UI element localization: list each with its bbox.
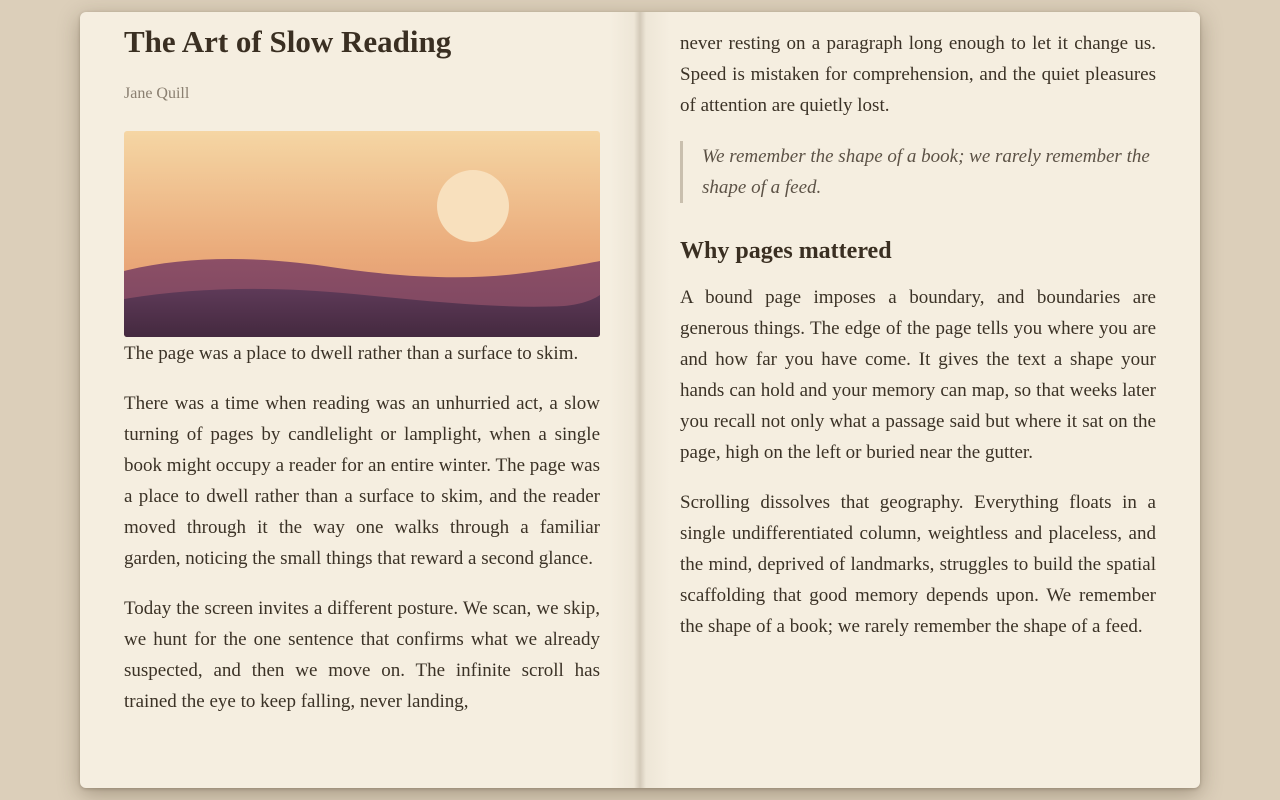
left-paragraph-1: There was a time when reading was an unhurried act, a slow turning of pages by candlelight or lamplight, when a single book might occupy a reader for an entire winter. The page was a place to dwell rather than a surface to skim, and the reader moved through it the way one walks through a familiar garden, noticing the small things that reward a second glance. xyxy=(124,393,600,569)
image-caption: The page was a place to dwell rather than a surface to skim. xyxy=(124,343,579,364)
right-paragraph-1: A bound page imposes a boundary, and boundaries are generous things. The edge of the page tells you where you are and how far you have come. It gives the text a shape your hands can hold and your memory can map, so that weeks later you recall not only what a passage said but where it sat on the page, high on the left or buried near the gutter. xyxy=(680,287,1156,463)
article-title: The Art of Slow Reading xyxy=(124,24,452,59)
pull-quote: We remember the shape of a book; we rarely remember the shape of a feed. xyxy=(680,141,1156,203)
right-paragraph-2: Scrolling dissolves that geography. Everything floats in a single undifferentiated column, weightless and placeless, and the mind, deprived of landmarks, struggles to build the spatial scaffolding that good memory depends upon. We remember the shape of a book; we rarely remember the shape of a feed. xyxy=(680,492,1156,637)
right-page[interactable] xyxy=(640,12,1200,788)
book-spread xyxy=(80,12,1200,788)
left-paragraph-2: Today the screen invites a different posture. We scan, we skip, we hunt for the one sentence that confirms what we already suspected, and then we move on. The infinite scroll has trained the eye to keep falling, never landing, xyxy=(124,598,600,712)
continued-paragraph: never resting on a paragraph long enough to let it change us. Speed is mistaken for comprehension, and the quiet pleasures of attention are quietly lost. xyxy=(680,33,1156,116)
left-page[interactable] xyxy=(80,12,640,788)
section-heading: Why pages mattered xyxy=(680,238,892,264)
left-page-content xyxy=(124,12,600,717)
article-author: Jane Quill xyxy=(124,85,190,102)
sun-icon xyxy=(437,170,509,242)
right-page-content xyxy=(680,12,1156,642)
hero-illustration xyxy=(124,131,600,337)
